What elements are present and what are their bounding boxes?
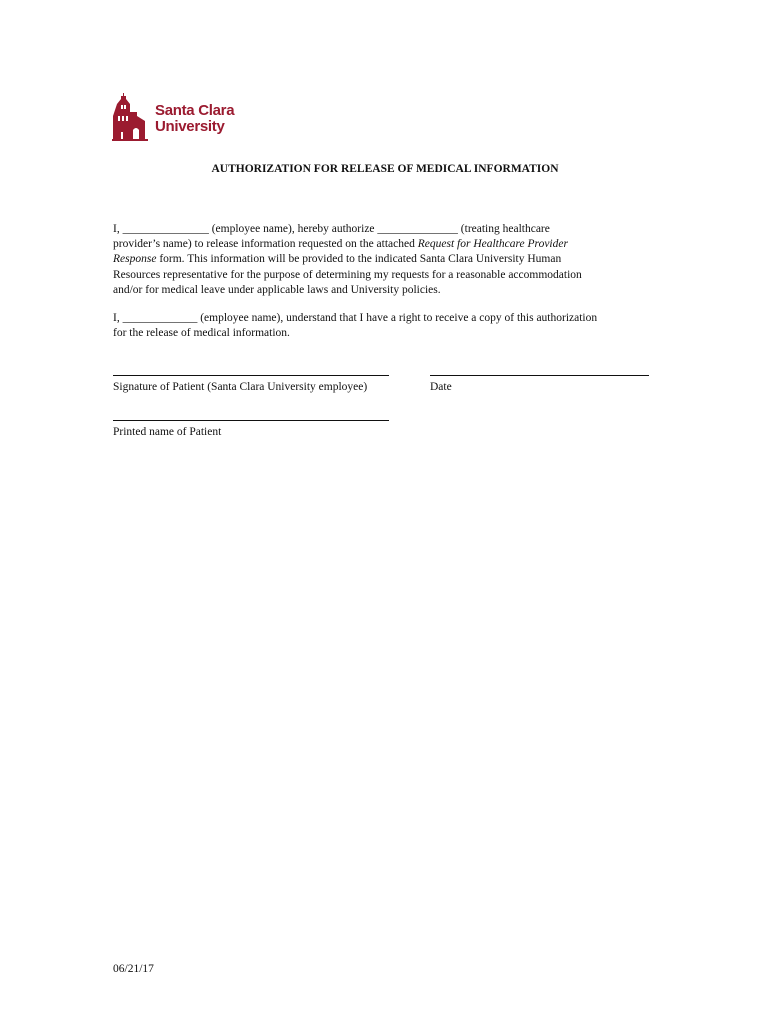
paragraph-line: I, _____________ (employee name), understand that I have a right to receive a copy of this authorization	[113, 312, 598, 324]
patient-signature-label: Signature of Patient (Santa Clara University employee)	[113, 381, 368, 393]
date-line[interactable]	[430, 375, 649, 376]
acknowledgement-paragraph	[113, 311, 658, 341]
date-label: Date	[430, 381, 452, 393]
paragraph-line	[113, 237, 633, 252]
printed-name-label: Printed name of Patient	[113, 426, 222, 438]
printed-name-field[interactable]	[113, 420, 389, 439]
printed-name-line[interactable]	[113, 420, 389, 421]
form-name-italic: Request for Healthcare Provider	[417, 238, 568, 251]
paragraph-text: form. This information will be provided to the indicated Santa Clara University Human	[156, 253, 562, 266]
footer-date: 06/21/17	[113, 963, 154, 975]
patient-signature-field[interactable]	[113, 375, 389, 394]
paragraph-line: Resources representative for the purpose of determining my requests for a reasonable accommodation	[113, 268, 582, 281]
logo-text-line1: Santa Clara	[155, 102, 235, 119]
university-logo	[111, 92, 241, 142]
paragraph-line: for the release of medical information.	[113, 327, 290, 340]
document-title: AUTHORIZATION FOR RELEASE OF MEDICAL INFORMATION	[211, 163, 559, 175]
paragraph-line: and/or for medical leave under applicable laws and University policies.	[113, 283, 441, 296]
form-name-italic: Response	[113, 253, 157, 266]
signature-line[interactable]	[113, 375, 389, 376]
paragraph-line	[113, 252, 633, 267]
paragraph-text: provider’s name) to release information requested on the attached	[113, 238, 418, 251]
date-field[interactable]	[430, 375, 649, 394]
authorization-paragraph	[113, 222, 633, 298]
logo-text-line2: University	[155, 118, 225, 135]
mission-church-icon	[111, 92, 151, 142]
paragraph-line: I, _______________ (employee name), hereby authorize ______________ (treating healthcare	[113, 223, 550, 235]
